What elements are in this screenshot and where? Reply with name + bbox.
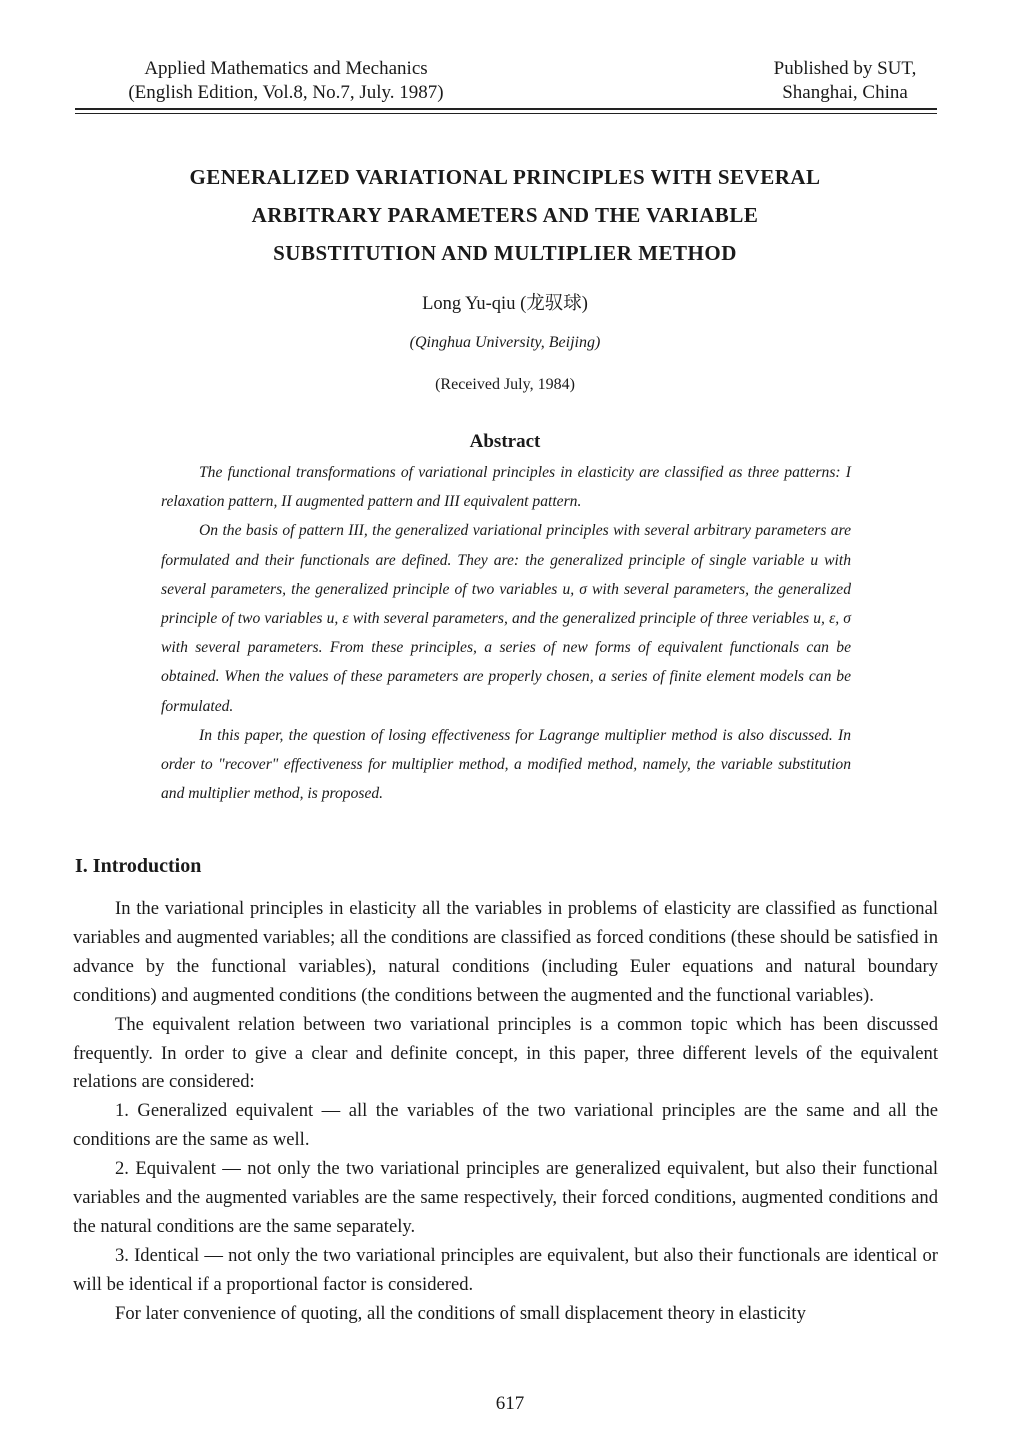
body-paragraph: In the variational principles in elasticity all the variables in problems of elasticity are classified as functional variables and augmented variables; all the conditions are classified as forced conditions (these should be satisfied in advance by the functional variables), natural conditions (including Euler equations and natural boundary conditions) and augmented conditions (the conditions between the augmented and the functional variables). bbox=[73, 898, 938, 1006]
abstract-paragraph: In this paper, the question of losing effectiveness for Lagrange multiplier method is also discussed. In order to "recover" effectiveness for multiplier method, a modified method, namely, the variable substitution and multiplier method, is proposed. bbox=[161, 726, 851, 803]
abstract-paragraph: On the basis of pattern III, the generalized variational principles with several arbitrary parameters are formulated and their functionals are defined. They are: the generalized principle of single variable u with several parameters, the generalized principle of two variables u, σ with several parameters, the generalized principle of two variables u, ε with several parameters, and the generalized principle of three veriables u, ε, σ with several parameters. From these principles, a series of new forms of equivalent functionals can be obtained. When the values of these parameters are properly chosen, a series of finite element models can be formulated. bbox=[161, 522, 851, 715]
abstract-paragraph: The functional transformations of variational principles in elasticity are classified as three patterns: I relaxation pattern, II augmented pattern and III equivalent pattern. bbox=[161, 464, 851, 511]
body-paragraph: 2. Equivalent — not only the two variational principles are generalized equivalent, but also their functional variables and the augmented variables are the same respectively, their forced conditions, augmented conditions and the natural conditions are the same separately. bbox=[73, 1158, 938, 1237]
publisher-info bbox=[740, 57, 950, 105]
journal-edition: (English Edition, Vol.8, No.7, July. 1987) bbox=[128, 82, 444, 103]
section-heading: I. Introduction bbox=[75, 855, 202, 877]
title-line-3: SUBSTITUTION AND MULTIPLIER METHOD bbox=[273, 241, 737, 265]
journal-citation bbox=[76, 57, 496, 105]
section-body bbox=[73, 895, 938, 1329]
header-rule-thick bbox=[75, 108, 937, 110]
abstract-heading: Abstract bbox=[469, 431, 541, 452]
title-line-2: ARBITRARY PARAMETERS AND THE VARIABLE bbox=[251, 203, 759, 227]
journal-name: Applied Mathematics and Mechanics bbox=[144, 58, 428, 79]
page-number: 617 bbox=[495, 1393, 525, 1414]
author-name: Long Yu-qiu (龙驭球) bbox=[422, 294, 588, 314]
publisher-name: Published by SUT, bbox=[773, 58, 917, 79]
paper-title bbox=[100, 158, 910, 272]
title-line-1: GENERALIZED VARIATIONAL PRINCIPLES WITH SEVERAL bbox=[189, 165, 821, 189]
body-paragraph: 1. Generalized equivalent — all the variables of the two variational principles are the same and all the conditions are the same as well. bbox=[73, 1100, 938, 1151]
header-rule-thin bbox=[75, 113, 937, 114]
body-paragraph: For later convenience of quoting, all the conditions of small displacement theory in elasticity bbox=[115, 1302, 806, 1324]
body-paragraph: 3. Identical — not only the two variational principles are equivalent, but also their functionals are identical or will be identical if a proportional factor is considered. bbox=[73, 1244, 938, 1295]
body-paragraph: The equivalent relation between two variational principles is a common topic which has been discussed frequently. In order to give a clear and definite concept, in this paper, three different levels of the equivalent relations are considered: bbox=[73, 1013, 938, 1093]
publisher-location: Shanghai, China bbox=[782, 82, 908, 103]
abstract-body bbox=[161, 458, 851, 808]
received-date: (Received July, 1984) bbox=[435, 376, 575, 393]
author-affiliation: (Qinghua University, Beijing) bbox=[409, 334, 601, 351]
